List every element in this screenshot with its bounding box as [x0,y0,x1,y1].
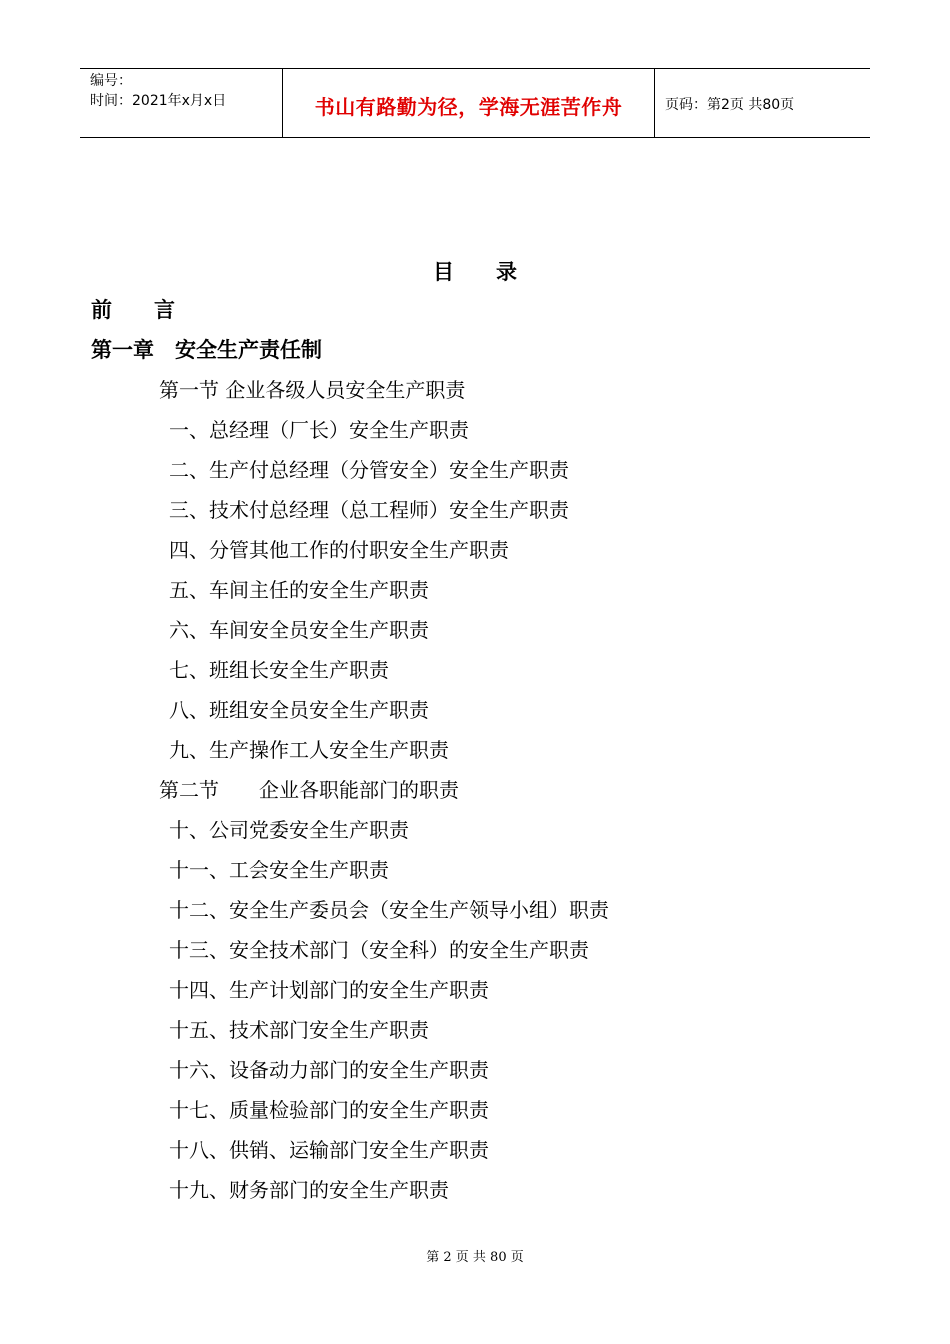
toc-title-part1: 目 [433,260,454,284]
toc-entry: 三、技术付总经理（总工程师）安全生产职责 [169,498,569,522]
toc-entry: 十四、生产计划部门的安全生产职责 [169,978,489,1002]
toc-entry: 五、车间主任的安全生产职责 [169,578,429,602]
toc-entry: 十六、设备动力部门的安全生产职责 [169,1058,489,1082]
toc-entry: 九、生产操作工人安全生产职责 [169,738,449,762]
toc-entry: 二、生产付总经理（分管安全）安全生产职责 [169,458,569,482]
header-left-cell [80,69,282,137]
toc-entry: 第一章 安全生产责任制 [91,338,322,362]
toc-entry: 十九、财务部门的安全生产职责 [169,1178,449,1202]
toc-entry: 十五、技术部门安全生产职责 [169,1018,429,1042]
toc-entry: 六、车间安全员安全生产职责 [169,618,429,642]
header-time-label: 时间：2021年x月x日 [90,93,227,109]
toc-entry: 十八、供销、运输部门安全生产职责 [169,1138,489,1162]
toc-title [0,256,950,286]
header-motto: 书山有路勤为径，学海无涯苦作舟 [314,94,623,119]
toc-entry: 十二、安全生产委员会（安全生产领导小组）职责 [169,898,609,922]
header-page-info: 页码：第2页 共80页 [665,97,795,113]
toc-entry: 七、班组长安全生产职责 [169,658,389,682]
toc-entry: 十一、工会安全生产职责 [169,858,389,882]
toc-entry: 十、公司党委安全生产职责 [169,818,409,842]
toc-entry: 十七、质量检验部门的安全生产职责 [169,1098,489,1122]
page-footer: 第 2 页 共 80 页 [426,1250,524,1265]
header-right-cell [655,69,870,137]
toc-entry: 八、班组安全员安全生产职责 [169,698,429,722]
toc-entry: 第二节 企业各职能部门的职责 [159,778,459,802]
toc-entry: 一、总经理（厂长）安全生产职责 [169,418,469,442]
toc-entry: 第一节 企业各级人员安全生产职责 [159,378,466,402]
toc-title-part2: 录 [496,260,517,284]
header-middle-cell [282,69,655,137]
header-code-label: 编号： [90,73,132,89]
page-header [80,68,870,138]
toc-entry: 四、分管其他工作的付职安全生产职责 [169,538,509,562]
toc-entry: 前 言 [91,298,175,322]
toc-entry: 十三、安全技术部门（安全科）的安全生产职责 [169,938,589,962]
